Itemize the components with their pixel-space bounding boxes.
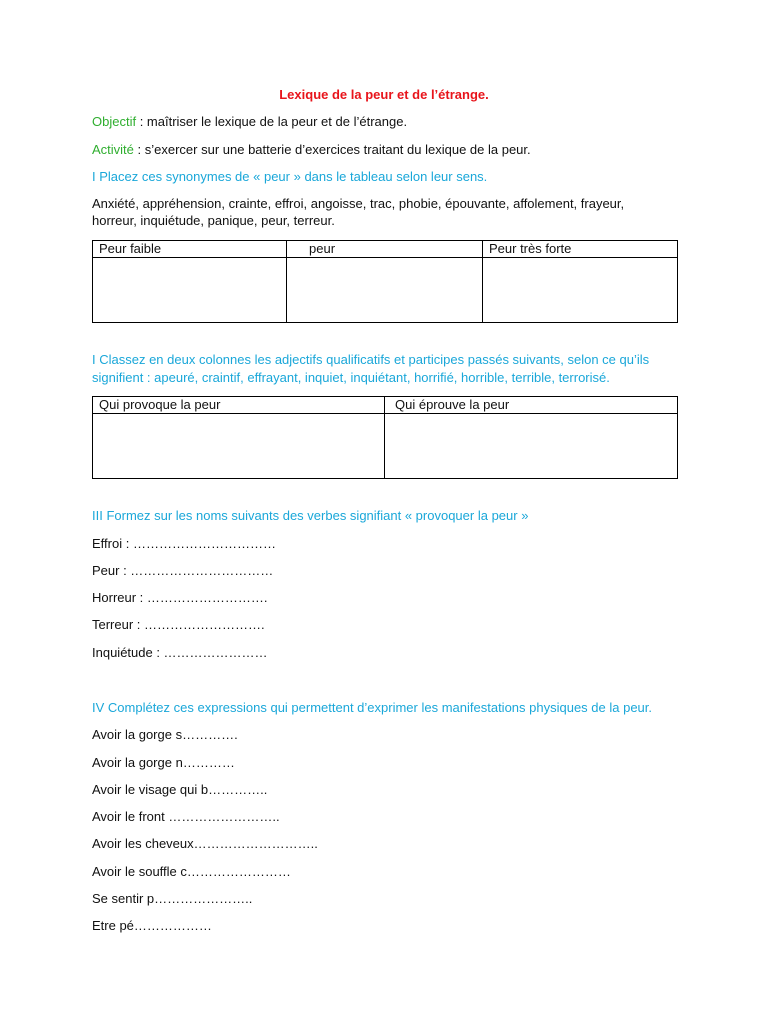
synonyms-table-header-row: [93, 241, 678, 258]
activity-line: [92, 142, 531, 158]
section1-words-line2: horreur, inquiétude, panique, peur, terreur.: [92, 213, 335, 228]
activity-text: : s’exercer sur une batterie d’exercices traitant du lexique de la peur.: [133, 142, 531, 157]
synonyms-table-answer-row: [93, 258, 678, 323]
objective-line: [92, 114, 407, 130]
expression-item-cheveux[interactable]: Avoir les cheveux………………………..: [92, 836, 318, 851]
section1-heading: I Placez ces synonymes de « peur » dans le tableau selon leur sens.: [92, 169, 488, 184]
answer-cell-weak-fear[interactable]: [93, 258, 287, 323]
section3-heading: III Formez sur les noms suivants des verbes signifiant « provoquer la peur »: [92, 508, 529, 523]
answer-cell-feels-fear[interactable]: [385, 414, 678, 479]
adjectives-table: [92, 396, 678, 479]
adjectives-table-header-row: [93, 397, 678, 414]
objective-label: Objectif: [92, 114, 137, 129]
section1-words-line1: Anxiété, appréhension, crainte, effroi, angoisse, trac, phobie, épouvante, affolement, frayeur,: [92, 196, 625, 211]
expression-item-visage[interactable]: Avoir le visage qui b…………..: [92, 782, 268, 797]
synonyms-table: [92, 240, 678, 323]
expression-item-front[interactable]: Avoir le front ……………………..: [92, 809, 280, 824]
expression-item-etre[interactable]: Etre pé………………: [92, 918, 212, 933]
answer-cell-fear[interactable]: [287, 258, 483, 323]
column-header-fear: peur: [287, 241, 483, 258]
answer-cell-causes-fear[interactable]: [93, 414, 385, 479]
verb-item-terreur[interactable]: Terreur : ……………………….: [92, 617, 265, 632]
page-title: Lexique de la peur et de l’étrange.: [279, 87, 489, 102]
column-header-feels-fear: Qui éprouve la peur: [385, 397, 678, 414]
activity-label: Activité: [92, 142, 134, 157]
adjectives-table-answer-row: [93, 414, 678, 479]
section4-heading: IV Complétez ces expressions qui permettent d’exprimer les manifestations physiques de la peur.: [92, 700, 653, 715]
verb-item-peur[interactable]: Peur : ……………………………: [92, 563, 274, 578]
column-header-strong-fear: Peur très forte: [483, 241, 678, 258]
expression-item-gorge-s[interactable]: Avoir la gorge s………….: [92, 727, 238, 742]
answer-cell-strong-fear[interactable]: [483, 258, 678, 323]
verb-item-effroi[interactable]: Effroi : ……………………………: [92, 536, 276, 551]
verb-item-horreur[interactable]: Horreur : ……………………….: [92, 590, 268, 605]
column-header-causes-fear: Qui provoque la peur: [93, 397, 385, 414]
verb-item-inquietude[interactable]: Inquiétude : ……………………: [92, 645, 268, 660]
column-header-weak-fear: Peur faible: [93, 241, 287, 258]
section2-heading-line2: signifient : apeuré, craintif, effrayant, inquiet, inquiétant, horrifié, horrible, terrible, terrorisé.: [92, 370, 610, 385]
section2-heading-line1: I Classez en deux colonnes les adjectifs qualificatifs et participes passés suivants, selon ce qu’ils: [92, 352, 650, 367]
expression-item-gorge-n[interactable]: Avoir la gorge n…………: [92, 755, 235, 770]
objective-text: : maîtriser le lexique de la peur et de l’étrange.: [136, 114, 408, 129]
expression-item-souffle[interactable]: Avoir le souffle c……………………: [92, 864, 291, 879]
expression-item-sentir[interactable]: Se sentir p…………………..: [92, 891, 253, 906]
